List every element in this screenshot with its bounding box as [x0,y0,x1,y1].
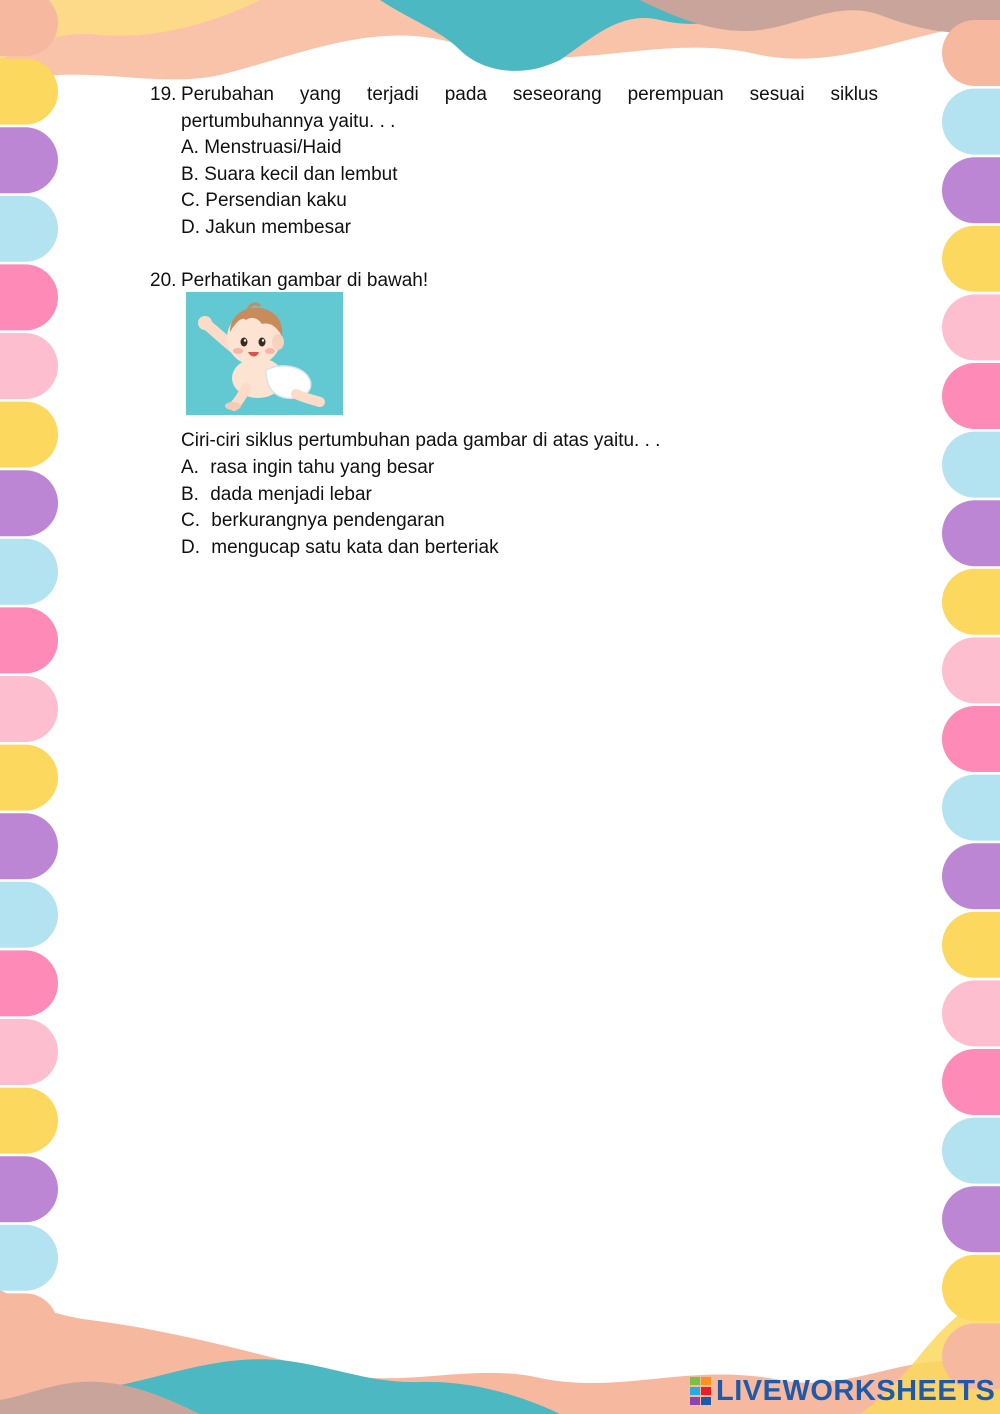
option-text: mengucap satu kata dan berteriak [211,537,499,558]
option-text: rasa ingin tahu yang besar [210,457,435,478]
option-letter: B. [181,484,199,505]
question-19-option-a[interactable] [181,137,342,159]
crawling-baby-illustration [186,292,343,415]
option-letter: A. [181,137,199,158]
option-text: Persendian kaku [205,190,347,211]
option-text: dada menjadi lebar [210,484,372,505]
question-19-option-c[interactable] [181,190,347,212]
option-text: Menstruasi/Haid [204,137,342,158]
question-20-number: 20. [150,270,177,291]
question-19-number: 19. [150,84,177,105]
question-20-text-line1: Perhatikan gambar di bawah! [181,270,429,291]
liveworksheets-logo-text: LIVEWORKSHEETS [716,1374,996,1407]
question-19-text-line2: pertumbuhannya yaitu. . . [181,111,396,132]
option-letter: C. [181,510,200,531]
question-20-option-c[interactable] [181,510,445,532]
option-text: berkurangnya pendengaran [211,510,445,531]
question-20-option-a[interactable] [181,457,434,479]
question-19-option-b[interactable] [181,164,398,186]
option-letter: C. [181,190,200,211]
question-19-text-line1: Perubahan yang terjadi pada seseorang perempuan sesuai siklus [181,84,878,105]
option-letter: D. [181,537,200,558]
liveworksheets-logo[interactable] [690,1373,995,1409]
liveworksheets-logo-icon [690,1377,712,1405]
option-text: Suara kecil dan lembut [204,164,398,185]
question-20-question-text: Ciri-ciri siklus pertumbuhan pada gambar di atas yaitu. . . [181,430,661,451]
question-20-option-d[interactable] [181,537,499,559]
question-19-option-d[interactable] [181,217,351,239]
option-letter: A. [181,457,199,478]
option-text: Jakun membesar [205,217,352,238]
question-20-option-b[interactable] [181,484,372,506]
option-letter: B. [181,164,199,185]
option-letter: D. [181,217,200,238]
